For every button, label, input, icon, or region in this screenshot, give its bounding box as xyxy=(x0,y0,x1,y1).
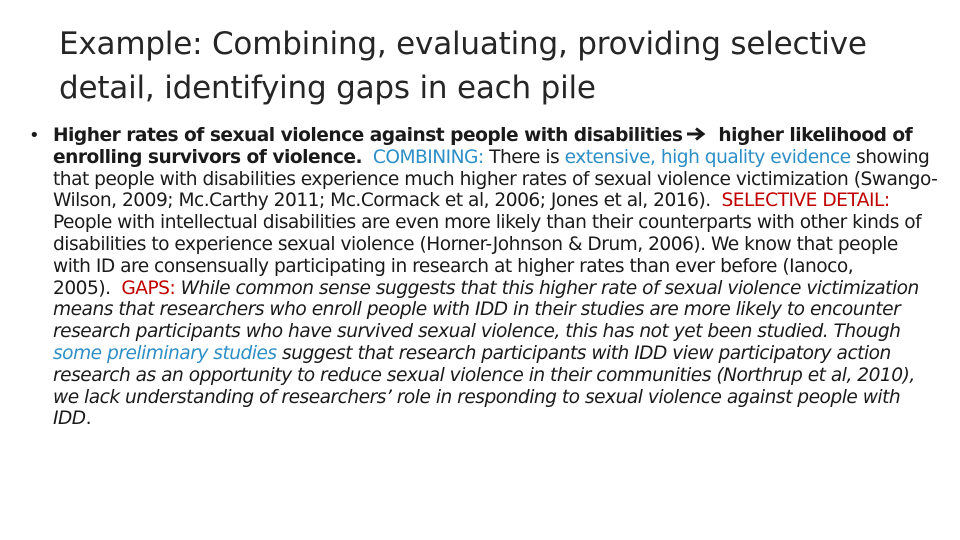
right-arrow-icon xyxy=(685,127,709,141)
gaps-conclusion: suggest that research participants with IDD view participatory action research as an opportunity to reduce sexual violence in their communities (Northrup et al, 2010), we lack understanding of researchers’ role in responding to sexual violence against people with IDD xyxy=(53,342,915,430)
gaps-label: GAPS: xyxy=(121,277,176,299)
selective-detail-label: SELECTIVE DETAIL: xyxy=(721,190,890,212)
bullet-item xyxy=(29,125,939,430)
combining-text: There is xyxy=(483,146,565,168)
lead-consequence: higher likelihood of enrolling survivors of violence. xyxy=(53,125,913,168)
bullet-marker: • xyxy=(29,125,40,146)
slide-title: Example: Combining, evaluating, providing selective detail, identifying gaps in each pile xyxy=(59,26,867,106)
selective-detail-text: People with intellectual disabilities are even more likely than their counterparts with other kinds of disabilities to experience sexual violence (Horner-Johnson & Drum, 2006). We know that people with ID are consensually participating in research at higher rates than ever before (Ianoco, 2005). xyxy=(53,212,922,299)
combining-label: COMBINING: xyxy=(372,146,484,168)
bullet-list xyxy=(29,125,939,430)
final-period: . xyxy=(85,408,92,430)
combining-highlight: extensive, high quality evidence xyxy=(564,146,851,168)
gaps-text: While common sense suggests that this higher rate of sexual violence victimization means that researchers who enroll people with IDD in their studies are more likely to encounter research participants who have survived sexual violence, this has not yet been studied. Though xyxy=(53,277,919,343)
lead-claim: Higher rates of sexual violence against people with disabilities xyxy=(53,125,683,146)
gaps-highlight: some preliminary studies xyxy=(53,342,277,364)
combining-detail: showing that people with disabilities experience much higher rates of sexual violence victimization (Swango-Wilson, 2009; Mc.Carthy 2011; Mc.Cormack et al, 2006; Jones et al, 2016). xyxy=(53,146,938,212)
